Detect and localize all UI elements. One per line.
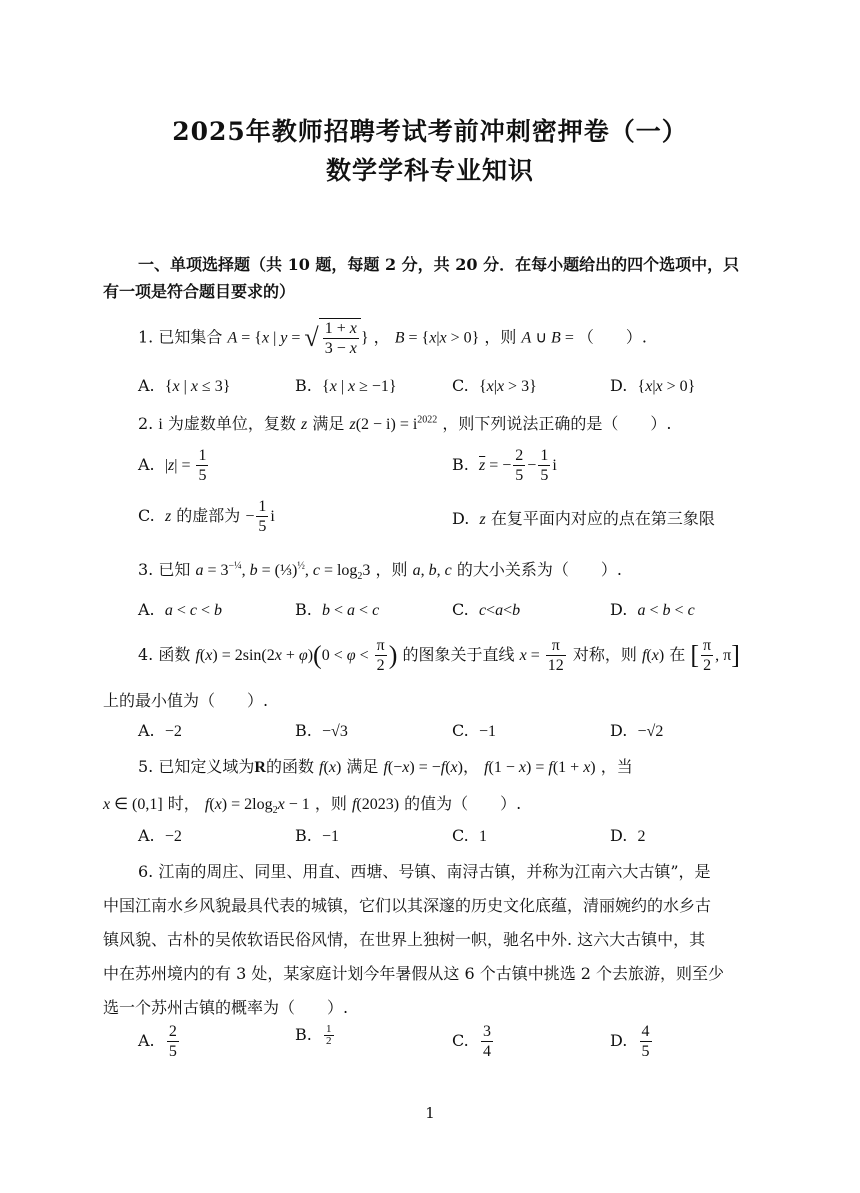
q1-option-d: D. {x|x > 0} xyxy=(610,376,696,395)
q5-text-b: 的函数 xyxy=(265,757,314,776)
q1-number: 1. xyxy=(138,327,154,347)
q3-option-b: B. b < a < c xyxy=(295,600,380,619)
q6-line-1: 6. 江南的周庄、同里、用直、西塘、号镇、南浔古镇，并称为江南六大古镇”，是 xyxy=(138,862,711,881)
q5-option-d: D. 2 xyxy=(610,826,646,845)
q6-line-3: 镇风貌、古朴的吴侬软语民俗风情，在世界上独树一帜，驰名中外. 这六大古镇中，其 xyxy=(103,930,706,949)
q3-option-a: A. a < c < b xyxy=(138,600,222,619)
q5-option-a: A. −2 xyxy=(138,826,182,845)
q6-line-4: 中在苏州境内的有 3 处，某家庭计划今年暑假从这 6 个古镇中挑选 2 个去旅游，则至少 xyxy=(103,964,725,983)
q1-option-c: C. {x|x > 3} xyxy=(452,376,537,395)
q4-text-d: 在 xyxy=(669,645,686,664)
question-5: 5. 已知定义域为R的函数 f(x) 满足 f(−x) = −f(x)， f(1 − x) = f(1 + x) ，当 xyxy=(138,757,633,776)
doc-title-line2: 数学学科专业知识 xyxy=(325,156,534,185)
q4-option-a: A. −2 xyxy=(138,721,182,740)
q5-line2: x ∈ (0,1] 时， $f(x) = 2\log_2x - 1$ ，则 f(2023) 的值为（ ）. xyxy=(103,794,522,817)
q5-text-d: ，当 xyxy=(600,757,633,776)
page-number: 1 xyxy=(425,1104,435,1122)
doc-title-line1: 2025年教师招聘考试考前冲刺密押卷（一） xyxy=(172,117,688,146)
q2-option-a: A. |z| = $\frac{1}{5}$ xyxy=(138,447,207,484)
q5-option-b: B. −1 xyxy=(295,826,340,845)
q3-text-b: ，则 xyxy=(375,560,408,579)
section-heading-line2: 有一项是符合题目要求的） xyxy=(103,282,296,301)
question-2: 2. i 为虚数单位，复数 z 满足 $z(2 - i) = i^{2022}$ ，则下列说法正确的是（ ）. xyxy=(138,414,672,433)
question-1: 1. 已知集合 A = {x | y = √ $\frac{1 + x}{3 - x}$ } ， B = {x|x > 0} ，则 A ∪ B = （ ）. xyxy=(138,320,647,357)
q1-text-d: （ ）. xyxy=(577,327,647,347)
q2-text-b: 满足 xyxy=(312,414,345,433)
q2-option-d: D. z 在复平面内对应的点在第三象限 xyxy=(452,509,715,528)
q2-text-a: 为虚数单位，复数 xyxy=(167,414,296,433)
q3-option-d: D. a < b < c xyxy=(610,600,695,619)
q5-text-a: 已知定义域为 xyxy=(158,757,255,776)
q2-text-c: ，则下列说法正确的是（ ）. xyxy=(442,414,672,433)
q1-option-a: A. {x | x ≤ 3} xyxy=(138,376,231,395)
q3-option-c: C. c<a<b xyxy=(452,600,521,619)
question-4: 4. 函数 f(x) = 2sin(2x + φ)(0 < φ < $\frac{\pi}{2}$ ) 的图象关于直线 x = $\frac{\pi}{12}$ 对称，则 f(x) 在 [ $\frac{\pi}{2}$ , π] xyxy=(138,637,740,674)
q1-option-b: B. {x | x ≥ −1} xyxy=(295,376,397,395)
q4-line2: 上的最小值为（ ）. xyxy=(103,691,269,710)
q1-text-b: ， xyxy=(373,327,390,347)
q4-text-c: 对称，则 xyxy=(572,645,637,664)
q3-text-a: 已知 xyxy=(158,560,191,579)
q6-line-5: 选一个苏州古镇的概率为（ ）. xyxy=(103,998,349,1017)
q1-text-c: ，则 xyxy=(484,327,517,347)
q6-line-2: 中国江南水乡风貌最具代表的城镇，它们以其深邃的历史文化底蕴，清丽婉约的水乡古 xyxy=(103,896,712,915)
q4-option-c: C. −1 xyxy=(452,721,496,740)
q4-text-a: 函数 xyxy=(158,645,191,664)
q4-option-b: B. −√3 xyxy=(295,721,348,740)
q6-option-c: C. $\frac{3}{4}$ xyxy=(452,1023,491,1060)
q2-option-b: B. $\overline{z}$ = − $\frac{2}{5}$ − $\frac{1}{5}$ i xyxy=(452,447,557,484)
q5-option-c: C. 1 xyxy=(452,826,487,845)
section-heading-line1: 一、单项选择题（共 10 题，每题 2 分，共 20 分．在每小题给出的四个选项中，只 xyxy=(138,255,740,274)
q4-text-b: 的图象关于直线 xyxy=(402,645,515,664)
q6-option-a: A. $\frac{2}{5}$ xyxy=(138,1023,177,1060)
q6-option-d: D. $\frac{4}{5}$ xyxy=(610,1023,650,1060)
q1-text-a: 已知集合 xyxy=(158,327,223,347)
q2-option-c: C. z 的虚部为 − $\frac{1}{5}$ i xyxy=(138,498,275,535)
question-3: 3. 已知 $a = 3^{-\frac{1}{4}}$, b = (⅓)$^{\frac{1}{2}}$, $c = \log_23$ ，则 a, b, c 的大小关系为（ ）. xyxy=(138,560,622,583)
q5-text-c: 满足 xyxy=(346,757,379,776)
q3-text-c: 的大小关系为（ ）. xyxy=(456,560,622,579)
q6-option-b: B. $\frac{1}{2}$ xyxy=(295,1023,332,1047)
q4-option-d: D. −√2 xyxy=(610,721,664,740)
